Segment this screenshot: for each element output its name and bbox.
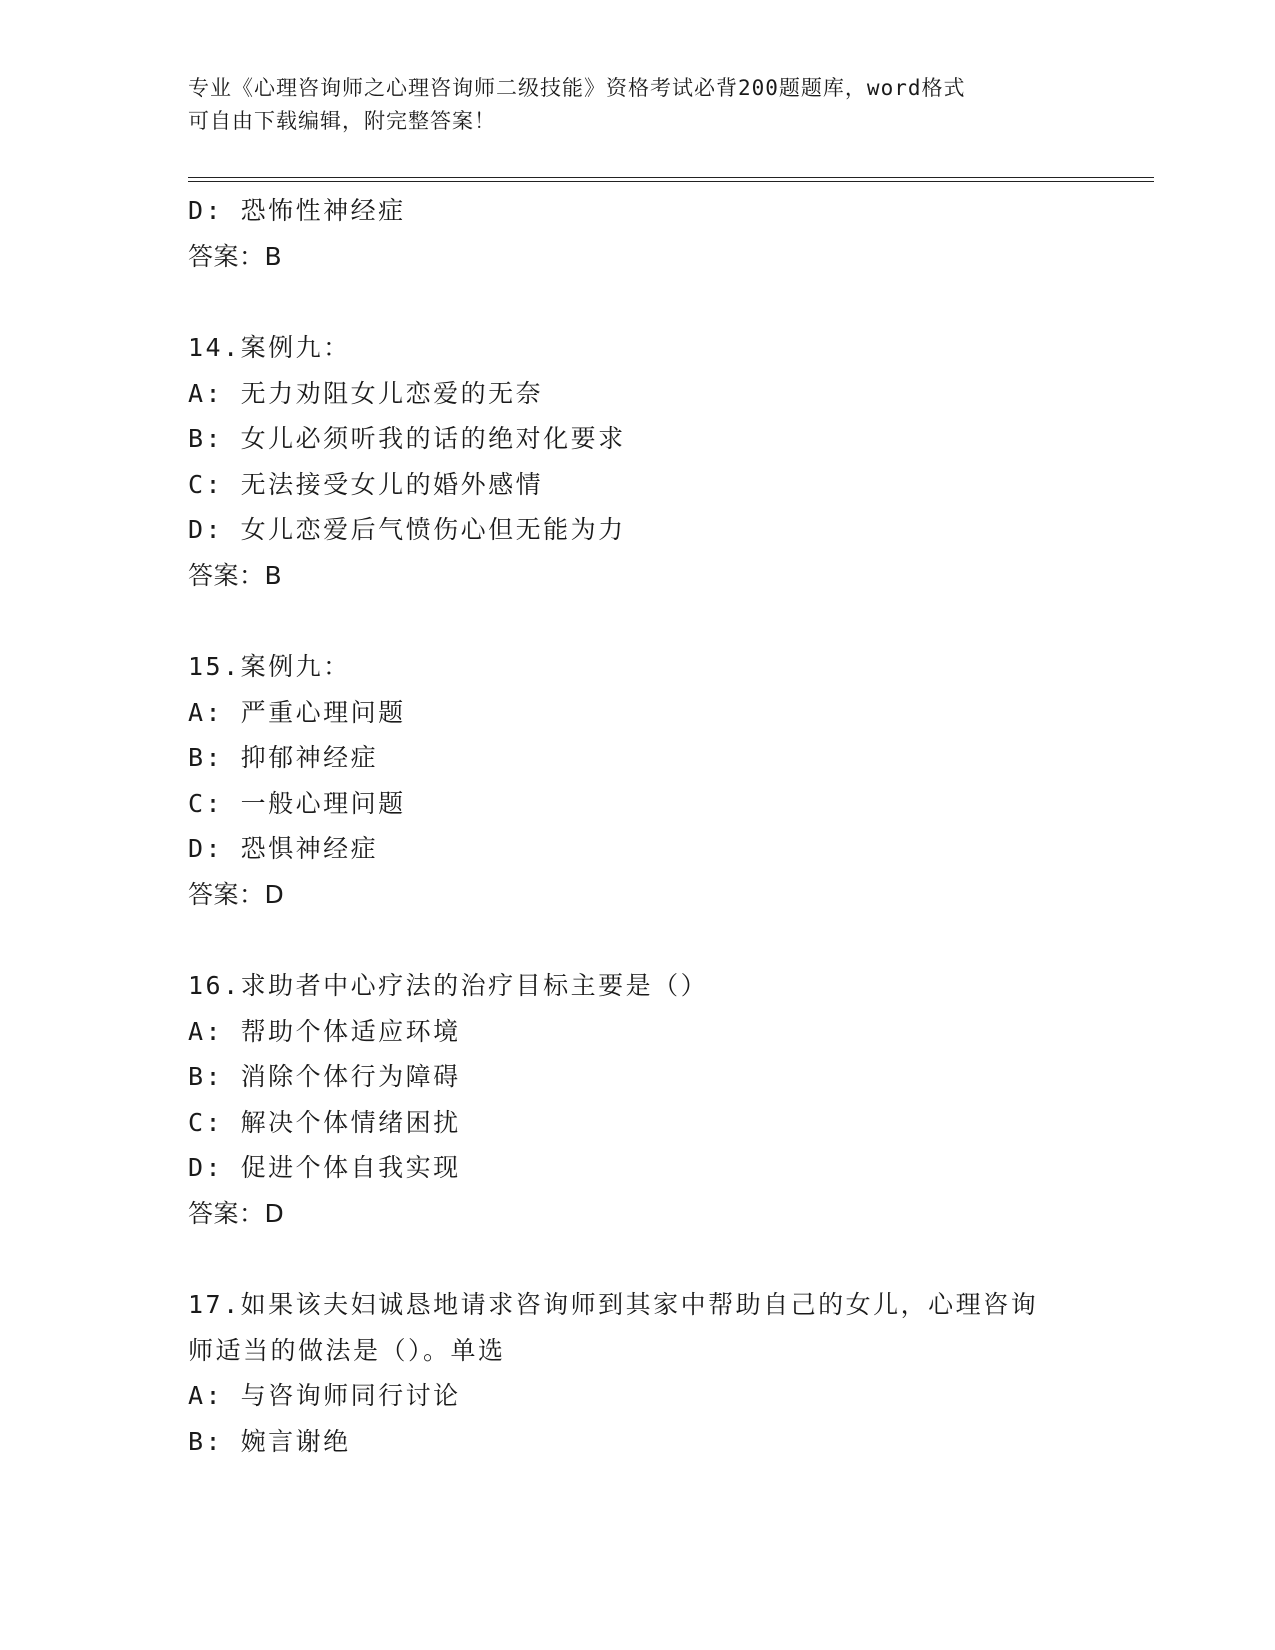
option-c: C: 一般心理问题 xyxy=(188,788,406,818)
option-b: B: 消除个体行为障碍 xyxy=(188,1062,461,1091)
header-line-1: 专业《心理咨询师之心理咨询师二级技能》资格考试必背200题题库，word格式 xyxy=(188,76,966,100)
answer: 答案：B xyxy=(188,241,283,271)
question-16: 16.求助者中心疗法的治疗目标主要是（） xyxy=(188,971,709,1000)
question-list xyxy=(188,188,1108,1464)
question-17-line-2: 师适当的做法是（）。单选 xyxy=(188,1335,506,1365)
option-b: B: 婉言谢绝 xyxy=(188,1426,351,1456)
option-a: A: 无力劝阻女儿恋爱的无奈 xyxy=(188,378,544,408)
question-14: 14.案例九： xyxy=(188,333,351,362)
document-header xyxy=(188,72,1068,138)
option-a: A: 与咨询师同行讨论 xyxy=(188,1381,461,1410)
answer: 答案：D xyxy=(188,1198,285,1228)
option-b: B: 抑郁神经症 xyxy=(188,743,379,772)
option-d: D: 恐惧神经症 xyxy=(188,834,379,863)
option-d: D: 促进个体自我实现 xyxy=(188,1153,461,1182)
header-line-2: 可自由下载编辑，附完整答案！ xyxy=(188,109,496,133)
option-d: D: 恐怖性神经症 xyxy=(188,196,406,225)
header-divider-top xyxy=(188,177,1154,178)
header-divider-bottom xyxy=(188,181,1154,182)
option-b: B: 女儿必须听我的话的绝对化要求 xyxy=(188,424,626,453)
option-a: A: 严重心理问题 xyxy=(188,697,406,727)
question-15: 15.案例九： xyxy=(188,652,351,681)
answer: 答案：B xyxy=(188,560,283,590)
question-17-line-1: 17.如果该夫妇诚恳地请求咨询师到其家中帮助自己的女儿，心理咨询 xyxy=(188,1290,1039,1319)
answer: 答案：D xyxy=(188,879,285,909)
option-a: A: 帮助个体适应环境 xyxy=(188,1016,461,1046)
option-c: C: 解决个体情绪困扰 xyxy=(188,1107,461,1137)
option-c: C: 无法接受女儿的婚外感情 xyxy=(188,469,544,499)
option-d: D: 女儿恋爱后气愤伤心但无能为力 xyxy=(188,515,626,544)
